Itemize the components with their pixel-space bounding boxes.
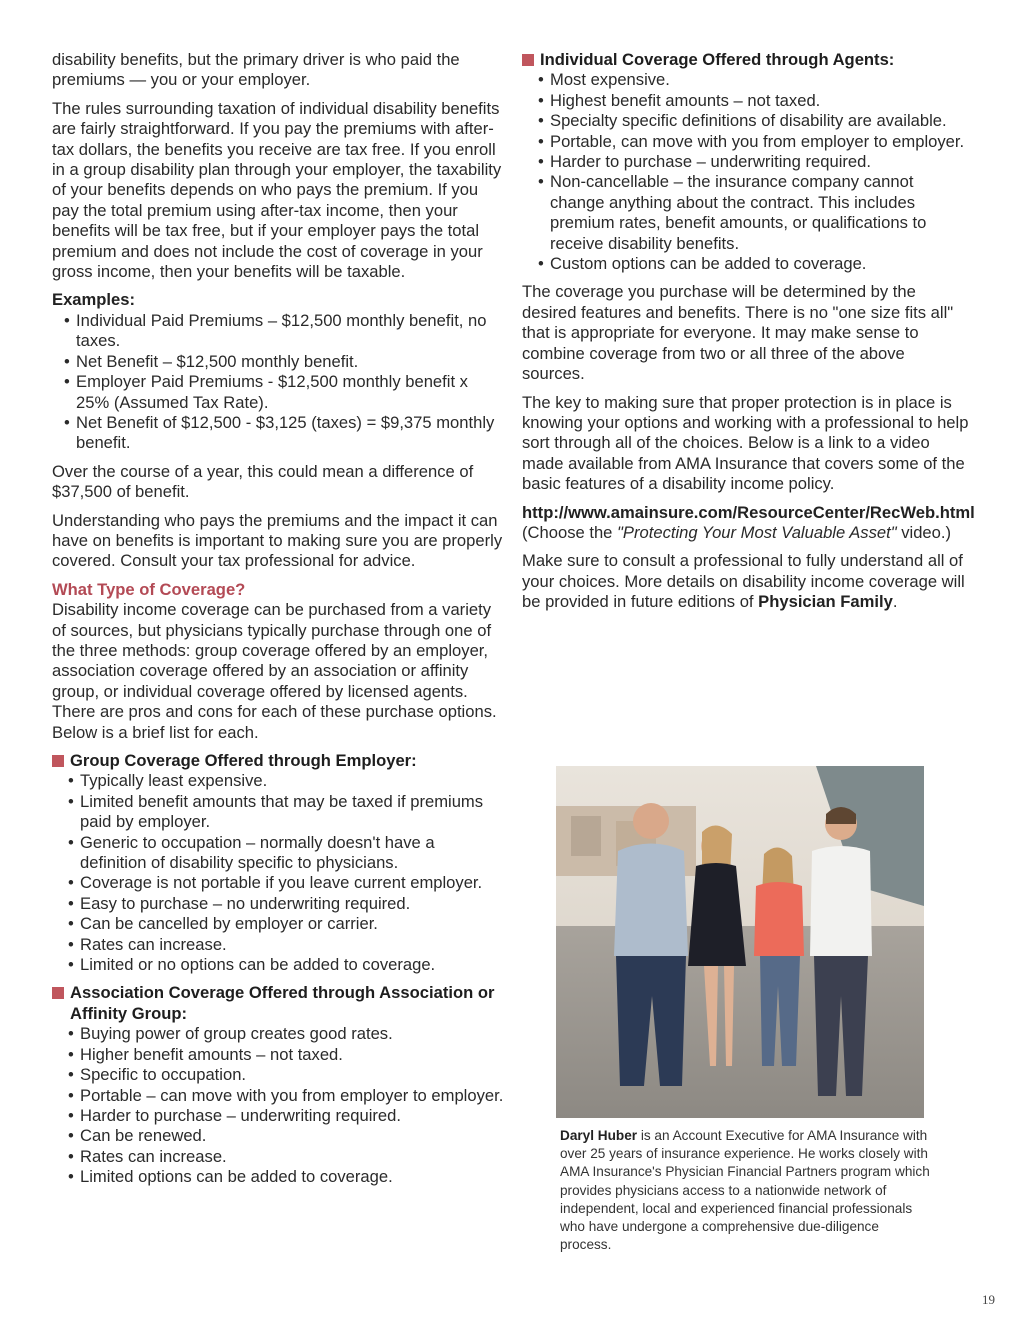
bullet-square-icon — [52, 987, 64, 999]
list-item: • Individual Paid Premiums – $12,500 monthly benefit, no taxes. — [62, 311, 504, 352]
video-link-paragraph — [522, 502, 975, 544]
link-prefix-text: (Choose the — [522, 522, 618, 542]
publication-name: Physician Family — [758, 592, 893, 612]
author-caption — [560, 1127, 932, 1254]
examples-list — [52, 311, 504, 454]
association-coverage-list — [52, 1024, 504, 1187]
page-number: 19 — [982, 1292, 995, 1307]
intro-paragraph-2: The rules surrounding taxation of individual disability benefits are fairly straightforward. If you pay the premiums with after-tax dollars, the benefits you receive are tax free. If you enroll in a group disability plan through your employer, the taxability of your benefits depends on who pays the premium. If you pay the total premium using after-tax income, then your benefits will be tax free, but if your employer pays the total premium and does not include the cost of coverage in your gross income, then your benefits will be taxable. — [52, 98, 502, 282]
intro-paragraph-1: disability benefits, but the primary driver is who paid the premiums — you or your employer. — [52, 50, 460, 90]
list-item: • Net Benefit of $12,500 - $3,125 (taxes) = $9,375 monthly benefit. — [62, 413, 504, 454]
list-item: • Limited options can be added to coverage. — [66, 1167, 504, 1187]
bullet-square-icon — [52, 755, 64, 767]
list-item: • Rates can increase. — [66, 935, 504, 955]
individual-coverage-heading — [522, 50, 970, 70]
list-item: • Employer Paid Premiums - $12,500 monthly benefit x 25% (Assumed Tax Rate). — [62, 372, 504, 413]
list-item: • Portable, can move with you from employer to employer. — [536, 132, 970, 152]
individual-coverage-list — [522, 70, 970, 274]
purchase-paragraph: The coverage you purchase will be determined by the desired features and benefits. There is no "one size fits all" that is appropriate for everyone. It may make sense to combine coverage from two or all three of the above sources. — [522, 282, 954, 384]
consult-end: . — [892, 592, 898, 612]
year-difference-paragraph: Over the course of a year, this could mean a difference of $37,500 of benefit. — [52, 461, 474, 502]
association-coverage-heading-text: Association Coverage Offered through Association or Affinity Group: — [70, 983, 495, 1023]
list-item: • Higher benefit amounts – not taxed. — [66, 1045, 504, 1065]
bullet-square-icon — [522, 54, 534, 66]
video-title: "Protecting Your Most Valuable Asset" — [617, 522, 897, 542]
list-item: • Harder to purchase – underwriting required. — [536, 152, 970, 172]
list-item: • Coverage is not portable if you leave current employer. — [66, 873, 504, 893]
list-item: • Easy to purchase – no underwriting required. — [66, 894, 504, 914]
coverage-paragraph: Disability income coverage can be purchased from a variety of sources, but physicians typically purchase through one of the three methods: group coverage offered by an employer, association coverage offered by an association or affinity group, or individual coverage offered by licensed agents. There are pros and cons for each of these purchase options. Below is a brief list for each. — [52, 600, 497, 742]
author-bio: is an Account Executive for AMA Insurance with over 25 years of insurance experience. He works closely with AMA Insurance's Physician Financial Partners program which provides physicians access to a nationwide network of independent, local and experienced financial professionals who have undergone a comprehensive due-diligence process. — [560, 1128, 930, 1253]
list-item: • Specialty specific definitions of disability are available. — [536, 111, 970, 131]
list-item: • Limited benefit amounts that may be taxed if premiums paid by employer. — [66, 792, 504, 833]
key-paragraph: The key to making sure that proper protection is in place is knowing your options and working with a professional to help sort through all of the choices. Below is a link to a video made available from AMA Insurance that covers some of the basic features of a disability income policy. — [522, 392, 969, 494]
coverage-type-heading: What Type of Coverage? — [52, 579, 246, 599]
author-name: Daryl Huber — [560, 1128, 638, 1143]
group-coverage-heading — [52, 751, 504, 771]
video-link[interactable]: http://www.amainsure.com/ResourceCenter/RecWeb.html — [522, 502, 975, 522]
list-item: • Limited or no options can be added to coverage. — [66, 955, 504, 975]
list-item: • Highest benefit amounts – not taxed. — [536, 91, 970, 111]
list-item: • Can be cancelled by employer or carrier. — [66, 914, 504, 934]
list-item: • Custom options can be added to coverage. — [536, 254, 970, 274]
list-item: • Portable – can move with you from employer to employer. — [66, 1086, 504, 1106]
group-coverage-list — [52, 771, 504, 975]
understanding-paragraph: Understanding who pays the premiums and the impact it can have on benefits is important to making sure you are properly covered. Consult your tax professional for advice. — [52, 510, 503, 571]
list-item: • Harder to purchase – underwriting required. — [66, 1106, 504, 1126]
link-suffix-text: video.) — [896, 522, 952, 542]
consult-paragraph — [522, 551, 970, 612]
list-item: • Most expensive. — [536, 70, 970, 90]
association-coverage-heading — [52, 983, 504, 1024]
examples-heading: Examples: — [52, 290, 136, 310]
family-photo — [556, 766, 924, 1118]
list-item: • Generic to occupation – normally doesn't have a definition of disability specific to physicians. — [66, 833, 504, 874]
list-item: • Can be renewed. — [66, 1126, 504, 1146]
list-item: • Net Benefit – $12,500 monthly benefit. — [62, 352, 504, 372]
list-item: • Typically least expensive. — [66, 771, 504, 791]
individual-coverage-heading-text: Individual Coverage Offered through Agents: — [540, 50, 895, 69]
list-item: • Rates can increase. — [66, 1147, 504, 1167]
left-column — [52, 50, 504, 1196]
consult-text: Make sure to consult a professional to fully understand all of your choices. More details on disability income coverage will be provided in future editions of — [522, 551, 965, 612]
right-column — [522, 50, 975, 621]
list-item: • Non-cancellable – the insurance company cannot change anything about the contract. This includes premium rates, benefit amounts, or qualifications to receive disability benefits. — [536, 172, 970, 254]
group-coverage-heading-text: Group Coverage Offered through Employer: — [70, 751, 417, 770]
list-item: • Buying power of group creates good rates. — [66, 1024, 504, 1044]
list-item: • Specific to occupation. — [66, 1065, 504, 1085]
